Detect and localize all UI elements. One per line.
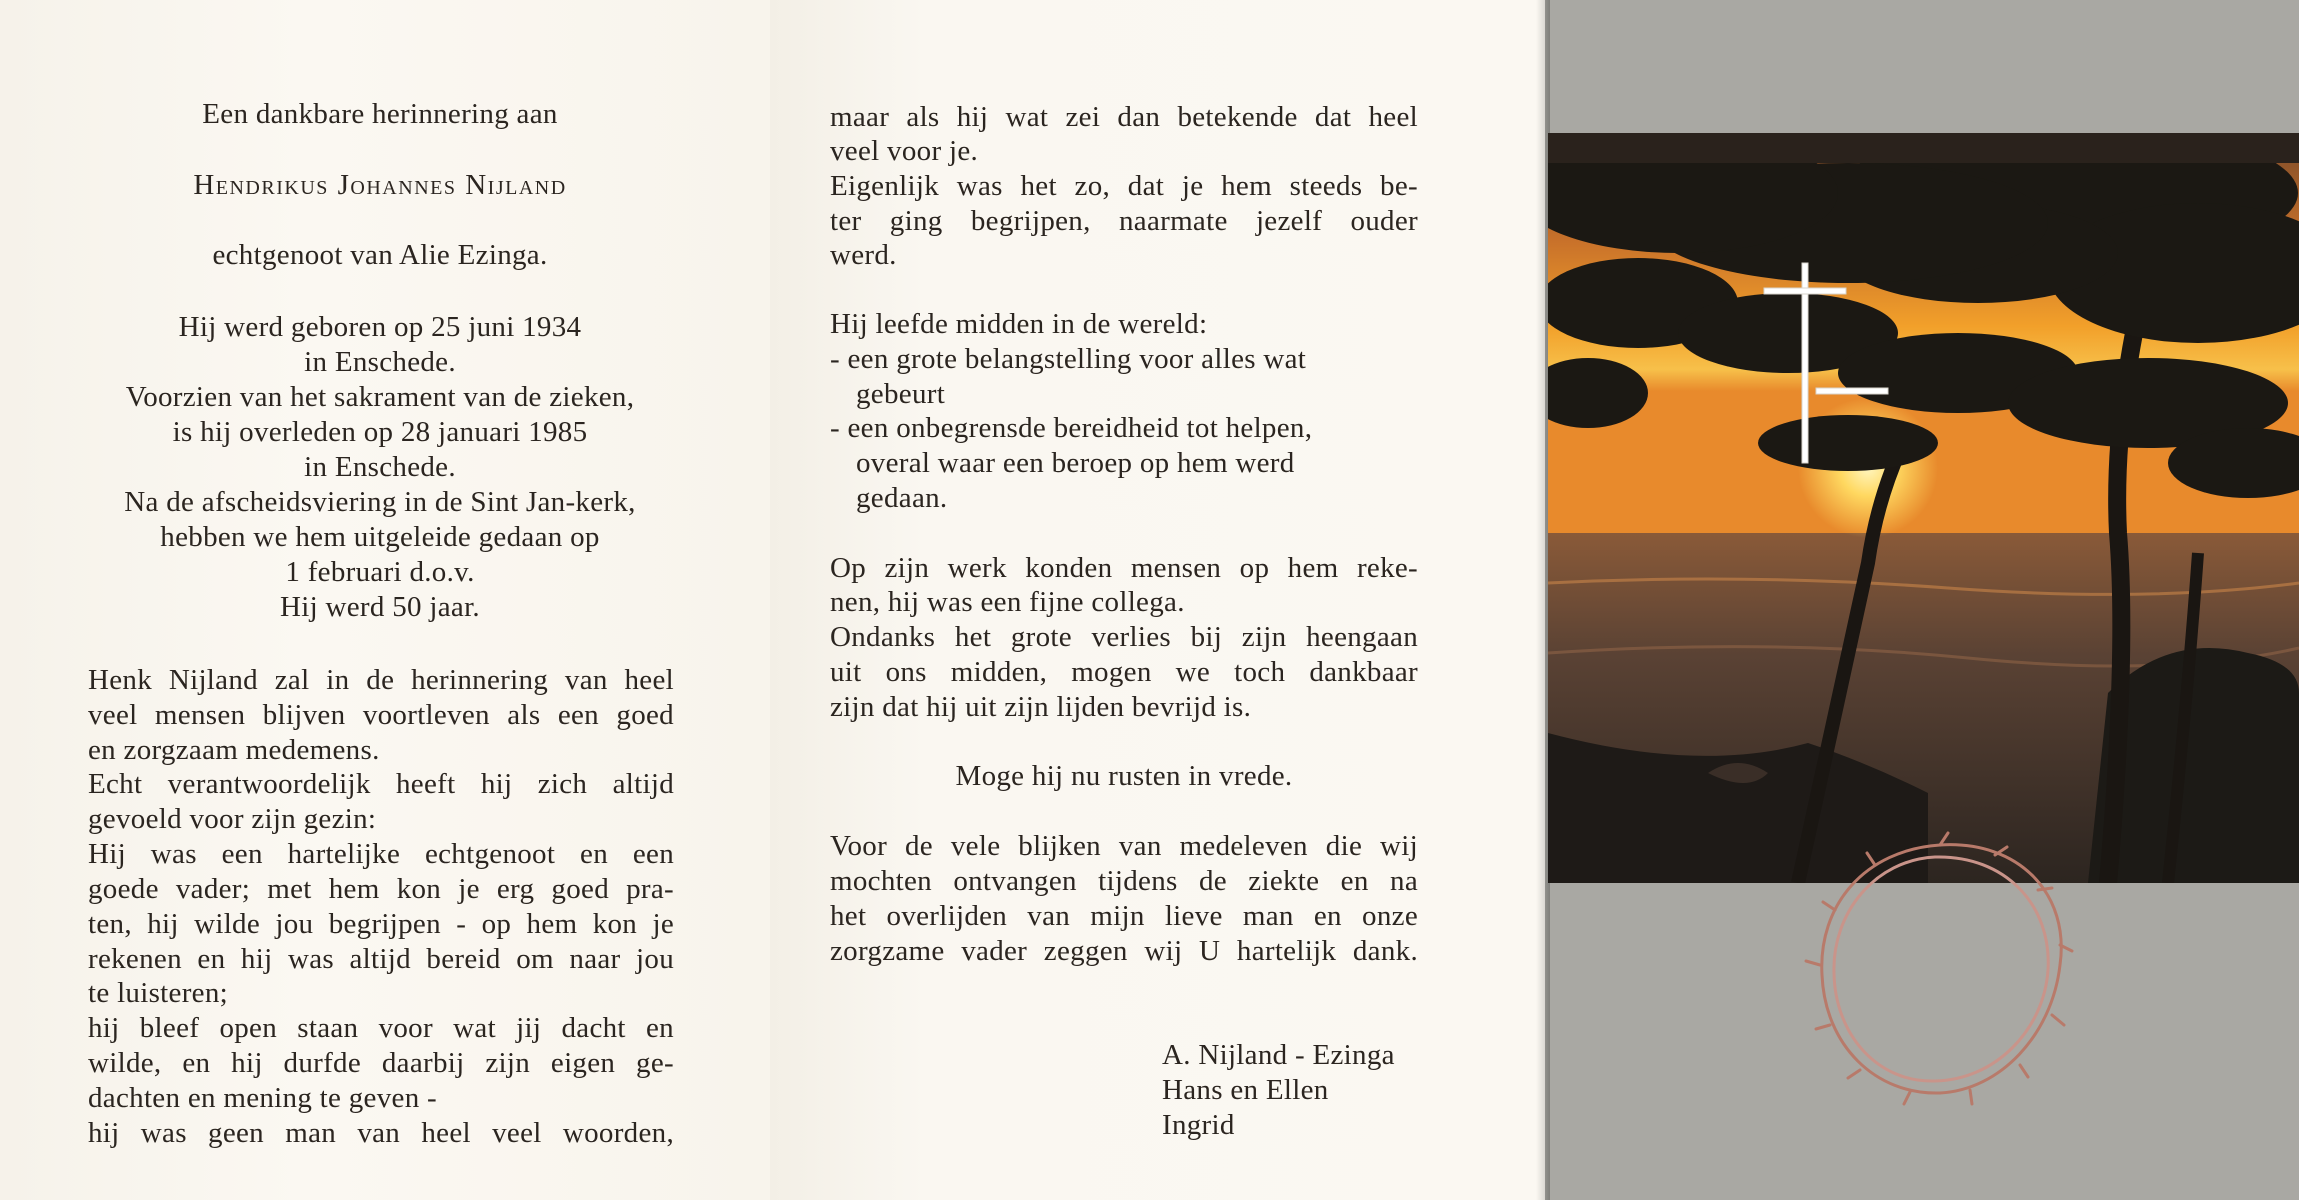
body-line: te luisteren; bbox=[88, 977, 228, 1009]
body-line: goede vader; met hem kon je erg goed pra- bbox=[88, 873, 674, 905]
thanks-line: Voor de vele blijken van medeleven die wij bbox=[830, 830, 1418, 862]
list-item: - een onbegrensde bereidheid tot helpen, bbox=[830, 412, 1313, 444]
left-page bbox=[0, 0, 770, 1200]
detail-line: 1 februari d.o.v. bbox=[285, 556, 475, 588]
signature-line: A. Nijland - Ezinga bbox=[1162, 1039, 1395, 1071]
list-item-cont: gedaan. bbox=[856, 482, 948, 514]
list-item: - een grote belangstelling voor alles wat bbox=[830, 343, 1307, 375]
detail-line: is hij overleden op 28 januari 1985 bbox=[172, 416, 588, 448]
body-line: dachten en mening te geven - bbox=[88, 1082, 438, 1114]
body-line: veel voor je. bbox=[830, 135, 979, 167]
body-line: nen, hij was een fijne collega. bbox=[830, 586, 1185, 618]
body-line: ter ging begrijpen, naarmate jezelf ouder bbox=[830, 205, 1418, 237]
middle-page bbox=[770, 0, 1545, 1200]
deceased-name: Hendrikus Johannes Nijland bbox=[193, 169, 567, 201]
detail-line: in Enschede. bbox=[304, 346, 456, 378]
closing-text: Moge hij nu rusten in vrede. bbox=[955, 760, 1293, 792]
body-line: uit ons midden, mogen we toch dankbaar bbox=[830, 656, 1418, 688]
body-line: zijn dat hij uit zijn lijden bevrijd is. bbox=[830, 691, 1252, 723]
detail-line: in Enschede. bbox=[304, 451, 456, 483]
body-line: en zorgzaam medemens. bbox=[88, 734, 380, 766]
body-line: Op zijn werk konden mensen op hem reke- bbox=[830, 552, 1418, 584]
list-item-cont: gebeurt bbox=[856, 378, 946, 410]
detail-line: Voorzien van het sakrament van de zieken, bbox=[125, 381, 635, 413]
detail-line: Hij werd 50 jaar. bbox=[280, 591, 480, 623]
detail-line: Hij werd geboren op 25 juni 1934 bbox=[178, 311, 582, 343]
sunset-photo bbox=[1548, 133, 2299, 883]
body-line: Ondanks het grote verlies bij zijn heengaan bbox=[830, 621, 1418, 653]
header-text: Een dankbare herinnering aan bbox=[202, 98, 558, 130]
body-line: Henk Nijland zal in de herinnering van heel bbox=[88, 664, 674, 696]
spouse-text: echtgenoot van Alie Ezinga. bbox=[212, 239, 548, 271]
body-line: hij bleef open staan voor wat jij dacht en bbox=[88, 1012, 674, 1044]
body-line: veel mensen blijven voortleven als een goed bbox=[88, 699, 674, 731]
cross-icon-horizontal bbox=[1764, 288, 1846, 294]
thanks-line: het overlijden van mijn lieve man en onze bbox=[830, 900, 1418, 932]
crown-of-thorns-icon bbox=[1790, 825, 2090, 1125]
detail-line: Na de afscheidsviering in de Sint Jan-kerk, bbox=[124, 486, 636, 518]
body-line: hij was geen man van heel veel woorden, bbox=[88, 1117, 674, 1149]
body-line: Hij was een hartelijke echtgenoot en een bbox=[88, 838, 674, 870]
thanks-line: mochten ontvangen tijdens de ziekte en na bbox=[830, 865, 1418, 897]
thanks-line: zorgzame vader zeggen wij U hartelijk dank. bbox=[830, 935, 1418, 967]
detail-line: hebben we hem uitgeleide gedaan op bbox=[160, 521, 600, 553]
body-line: Echt verantwoordelijk heeft hij zich altijd bbox=[88, 768, 674, 800]
list-item-cont: overal waar een beroep op hem werd bbox=[856, 447, 1295, 479]
body-line: werd. bbox=[830, 239, 897, 271]
body-line: rekenen en hij was altijd bereid om naar jou bbox=[88, 943, 674, 975]
body-line: wilde, en hij durfde daarbij zijn eigen ge- bbox=[88, 1047, 674, 1079]
body-line: Eigenlijk was het zo, dat je hem steeds be- bbox=[830, 170, 1418, 202]
signature-line: Hans en Ellen bbox=[1162, 1074, 1329, 1106]
signature-line: Ingrid bbox=[1162, 1109, 1235, 1141]
body-line: gevoeld voor zijn gezin: bbox=[88, 803, 377, 835]
body-line: maar als hij wat zei dan betekende dat heel bbox=[830, 101, 1418, 133]
body-line: Hij leefde midden in de wereld: bbox=[830, 308, 1208, 340]
body-line: ten, hij wilde jou begrijpen - op hem kon je bbox=[88, 908, 674, 940]
